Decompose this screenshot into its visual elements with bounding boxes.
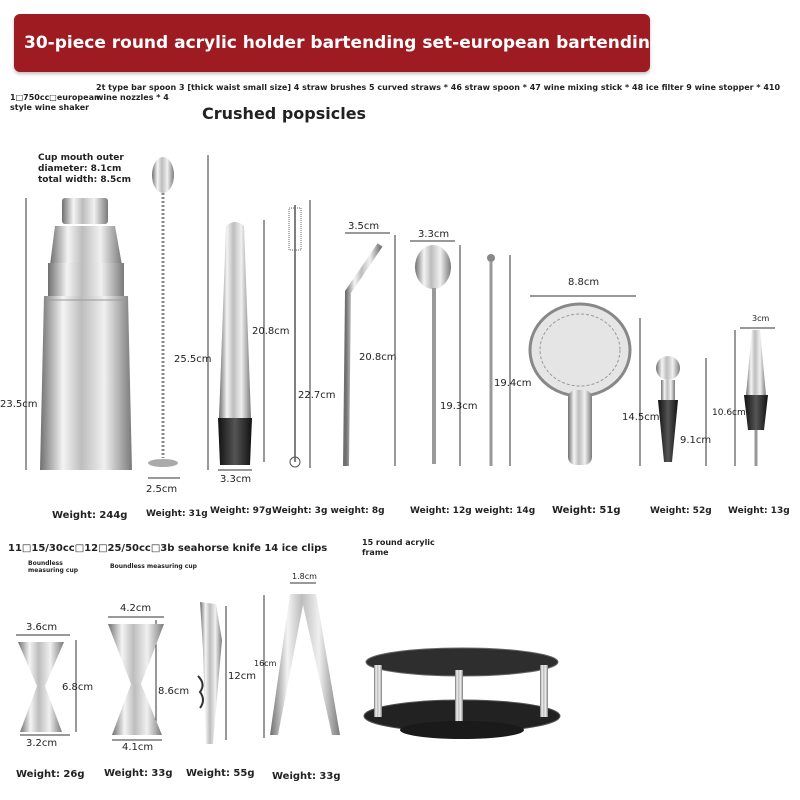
banner-title: 30-piece round acrylic holder bartending set-european bartending set [24,33,698,53]
strainer-width-label: 8.8cm [568,277,600,288]
tongs-length-label: 16cm [254,659,277,668]
spoon-weight: Weight: 31g [146,509,208,519]
jigger1-height-label: 6.8cm [62,682,94,693]
shaker-icon [26,198,132,470]
jigger1-bottom-label: 3.2cm [26,738,58,749]
brush-straw-weight: Weight: 3g weight: 8g [272,506,385,516]
item1-label: 1□750cc□european style wine shaker [10,93,100,112]
straw-width-label: 3.5cm [348,221,380,232]
pourer-weight: Weight: 13g [728,506,790,516]
jigger1-top-label: 3.6cm [26,622,58,633]
strainer-icon [530,296,640,466]
straw-length-label: 20.8cm [359,352,397,363]
wine-stopper-icon [656,356,706,466]
spoon-length-label: 25.5cm [174,354,212,365]
jigger1-weight: Weight: 26g [16,769,85,780]
crushed-popsicles-heading: Crushed popsicles [202,104,367,123]
curved-straw-icon [345,233,395,466]
stopper-weight: Weight: 52g [650,506,712,516]
jigger2-caption: Boundless measuring cup [110,563,197,570]
muddler-length-label: 20.8cm [252,326,290,337]
muddler-icon [218,220,264,470]
shaker-weight: Weight: 244g [52,510,128,521]
straw-spoon-length-label: 19.3cm [440,401,478,412]
bar-spoon-icon [148,155,208,478]
straw-brush-icon [289,200,310,468]
stirring-stick-icon [487,254,510,466]
muddler-width-label: 3.3cm [220,474,252,485]
knife-weight: Weight: 55g [186,768,255,779]
spoon-width-label: 2.5cm [146,484,178,495]
straw-spoon-icon [410,241,460,466]
pourer-icon [735,328,775,466]
brush-length-label: 22.7cm [298,390,336,401]
jigger-large-icon [108,617,164,740]
acrylic-frame-icon [364,648,560,739]
shaker-height-label: 23.5cm [0,399,38,410]
pourer-width-label: 3cm [752,314,770,323]
knife-length-label: 12cm [228,671,256,682]
stick-length-label: 19.4cm [494,378,532,389]
shaker-note: Cup mouth outer diameter: 8.1cm total width: 8.5cm [38,153,132,185]
straw-spoon-width-label: 3.3cm [418,229,450,240]
stopper-length-label: 9.1cm [680,435,712,446]
jigger2-bottom-label: 4.1cm [122,742,154,753]
tongs-weight: Weight: 33g [272,771,341,782]
strainer-weight: Weight: 51g [552,505,621,516]
acrylic-frame-label: 15 round acrylic frame [362,538,435,557]
bottom-items-label: 11□15/30cc□12□25/50cc□3b seahorse knife 14 ice clips [8,543,328,554]
jigger2-top-label: 4.2cm [120,603,152,614]
spoon-stick-weight: Weight: 12g weight: 14g [410,506,536,516]
jigger2-height-label: 8.6cm [158,686,190,697]
jigger1-caption: Boundless measuring cup [28,560,79,574]
pourer-length-label: 10.6cm [712,408,746,418]
seahorse-knife-icon [198,602,226,744]
strainer-length-label: 14.5cm [622,412,660,423]
muddler-weight: Weight: 97g [210,506,272,516]
jigger2-weight: Weight: 33g [104,768,173,779]
items-list-label: 2t type bar spoon 3 [thick waist small size] 4 straw brushes 5 curved straws * 46 straw spoon * 47 wine mixing stick * 48 ice filter 9 wine stopper * 410 wine nozzles * 4 [96,83,781,102]
tongs-width-label: 1.8cm [292,572,317,581]
